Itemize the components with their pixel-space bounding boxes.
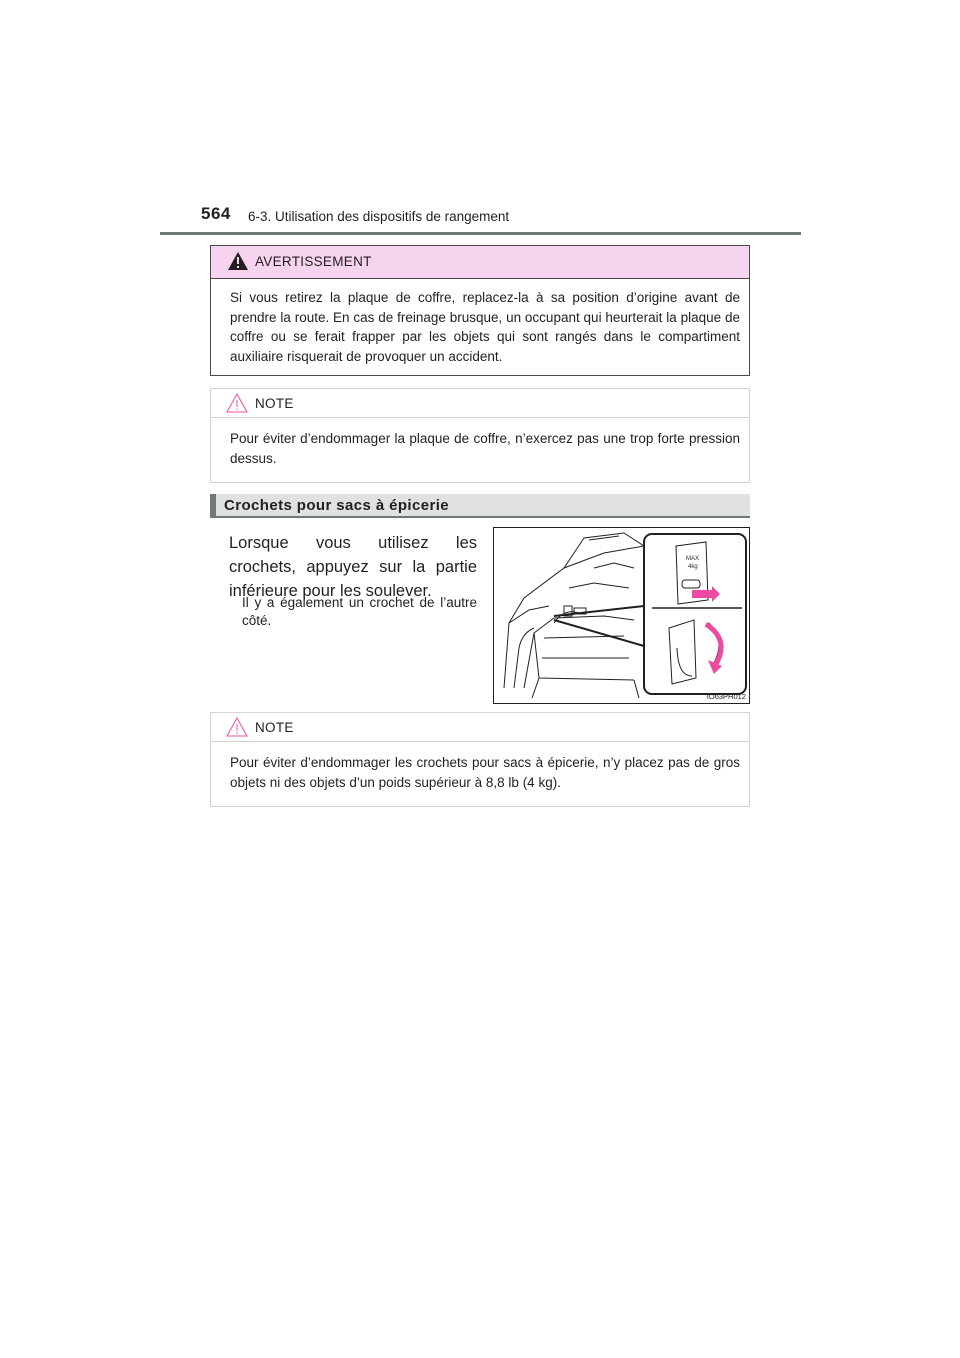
caution-icon — [226, 717, 248, 737]
section-title: 6-3. Utilisation des dispositifs de rangement — [248, 209, 510, 224]
warning-box — [210, 245, 750, 376]
grocery-hook-illustration — [493, 527, 750, 704]
note-text: Pour éviter d’endommager les crochets pour sacs à épicerie, n’y placez pas de gros objets ni des objets d’un poids supérieur à 8,8 lb (4 kg). — [230, 755, 740, 790]
page-number: 564 — [201, 204, 231, 223]
figure-id: IO63PH012 — [706, 692, 746, 701]
note-text: Pour éviter d’endommager la plaque de coffre, n’exercez pas une trop forte pression dessus. — [230, 431, 740, 466]
note-header — [211, 713, 749, 742]
instruction-subtext: Il y a également un crochet de l’autre côté. — [242, 595, 477, 628]
header-rule — [160, 232, 801, 235]
warning-title: AVERTISSEMENT — [255, 254, 372, 269]
instruction-text: Lorsque vous utilisez les crochets, appuyez sur la partie inférieure pour les soulever. — [229, 534, 477, 600]
subsection-heading — [210, 494, 750, 518]
heading-bar — [210, 494, 216, 518]
note-title: NOTE — [255, 720, 294, 735]
subsection-heading-text: Crochets pour sacs à épicerie — [224, 497, 450, 514]
note-header — [211, 389, 749, 418]
hook-max-label: MAX — [686, 556, 700, 562]
trunk-drawing — [494, 528, 749, 703]
note-title: NOTE — [255, 396, 294, 411]
note-box — [210, 712, 750, 807]
hook-weight-label: 4kg — [688, 564, 698, 570]
warning-header — [211, 246, 749, 279]
warning-icon — [228, 252, 248, 270]
note-box — [210, 388, 750, 483]
warning-text: Si vous retirez la plaque de coffre, replacez-la à sa position d’origine avant de prendre la route. En cas de freinage brusque, un occupant qui heurterait la plaque de coffre ou se ferait frapper par les objets qui sont rangés dans le compartiment auxiliaire risquerait de provoquer un accident. — [230, 290, 740, 364]
caution-icon — [226, 393, 248, 413]
